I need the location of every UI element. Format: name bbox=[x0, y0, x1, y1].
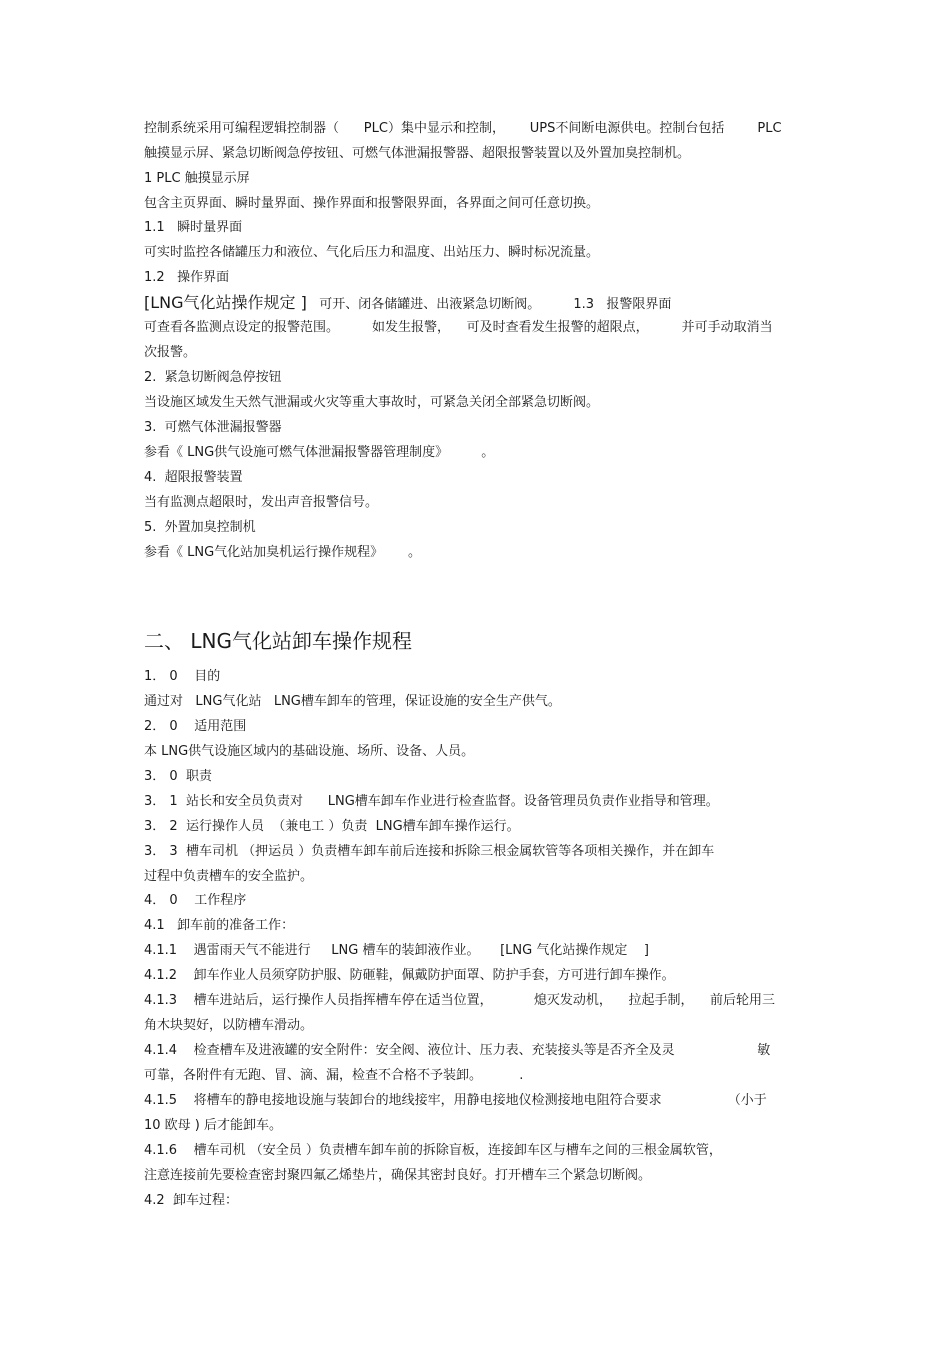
duty-3-2: 3． 2 运行操作人员 （兼电工 ）负责 LNG槽车卸车操作运行。 bbox=[144, 819, 520, 834]
item3-title: 3. 可燃气体泄漏报警器 bbox=[144, 420, 282, 435]
item1-2-line bbox=[144, 294, 671, 314]
item1-2-reference: [LNG气化站操作规定 ] bbox=[144, 293, 307, 312]
prep-4-1-3-line2: 角木块契好，以防槽车滑动。 bbox=[144, 1018, 314, 1033]
item1-title: 1 PLC 触摸显示屏 bbox=[144, 171, 250, 186]
item1-2-text: 可开、闭各储罐进、出液紧急切断阀。 1.3 报警限界面 bbox=[306, 297, 672, 312]
prep-4-1-5-line2: 10 欧母 ) 后才能卸车。 bbox=[144, 1118, 283, 1133]
prep-4-1-4-line1: 4.1.4 检查槽车及进液罐的安全附件：安全阀、液位计、压力表、充装接头等是否齐全及灵 敏 bbox=[144, 1043, 771, 1058]
scope-text: 本 LNG供气设施区域内的基础设施、场所、设备、人员。 bbox=[144, 744, 475, 759]
item1-1-text: 可实时监控各储罐压力和液位、气化后压力和温度、出站压力、瞬时标况流量。 bbox=[144, 245, 600, 260]
unloading-process-title: 4.2 卸车过程： bbox=[144, 1193, 238, 1208]
duty-3-3-line2: 过程中负责槽车的安全监护。 bbox=[144, 869, 314, 884]
purpose-text: 通过对 LNG气化站 LNG槽车卸车的管理，保证设施的安全生产供气。 bbox=[144, 694, 561, 709]
item2-text: 当设施区域发生天然气泄漏或火灾等重大事故时，可紧急关闭全部紧急切断阀。 bbox=[144, 395, 600, 410]
prep-4-1-6-line2: 注意连接前先要检查密封聚四氟乙烯垫片，确保其密封良好。打开槽车三个紧急切断阀。 bbox=[144, 1168, 652, 1183]
item1-3-text-line1: 可查看各监测点设定的报警范围。 如发生报警， 可及时查看发生报警的超限点， 并可手动取消当 bbox=[144, 320, 773, 335]
item4-text: 当有监测点超限时，发出声音报警信号。 bbox=[144, 495, 379, 510]
procedure-title: 4． 0 工作程序 bbox=[144, 893, 247, 908]
section1-intro-line2: 触摸显示屏、紧急切断阀急停按钮、可燃气体泄漏报警器、超限报警装置以及外置加臭控制机。 bbox=[144, 146, 691, 161]
prep-4-1-5-line1: 4.1.5 将槽车的静电接地设施与装卸台的地线接牢，用静电接地仪检测接地电阻符合要求 （小于 bbox=[144, 1093, 767, 1108]
item1-3-text-line2: 次报警。 bbox=[144, 345, 197, 360]
item4-title: 4. 超限报警装置 bbox=[144, 470, 243, 485]
prep-4-1-2: 4.1.2 卸车作业人员须穿防护服、防砸鞋，佩戴防护面罩、防护手套，方可进行卸车操作。 bbox=[144, 968, 675, 983]
item5-text: 参看《 LNG气化站加臭机运行操作规程》 。 bbox=[144, 545, 421, 560]
item1-1-title: 1.1 瞬时量界面 bbox=[144, 220, 243, 235]
scope-title: 2． 0 适用范围 bbox=[144, 719, 247, 734]
duty-3-1: 3． 1 站长和安全员负责对 LNG槽车卸车作业进行检查监督。设备管理员负责作业指导和管理。 bbox=[144, 794, 719, 809]
purpose-title: 1． 0 目的 bbox=[144, 669, 221, 684]
prep-4-1-1: 4.1.1 遇雷雨天气不能进行 LNG 槽车的装卸液作业。 [LNG 气化站操作规定 ] bbox=[144, 943, 649, 958]
prep-title: 4.1 卸车前的准备工作： bbox=[144, 918, 295, 933]
item1-text: 包含主页界面、瞬时量界面、操作界面和报警限界面，各界面之间可任意切换。 bbox=[144, 196, 600, 211]
item3-text: 参看《 LNG供气设施可燃气体泄漏报警器管理制度》 。 bbox=[144, 445, 495, 460]
prep-4-1-4-line2: 可靠，各附件有无跑、冒、滴、漏，检查不合格不予装卸。 . bbox=[144, 1068, 524, 1083]
item5-title: 5. 外置加臭控制机 bbox=[144, 520, 256, 535]
item2-title: 2. 紧急切断阀急停按钮 bbox=[144, 370, 282, 385]
section2-heading: 二、 LNG气化站卸车操作规程 bbox=[144, 629, 412, 653]
item1-2-title: 1.2 操作界面 bbox=[144, 270, 230, 285]
section1-intro-line1: 控制系统采用可编程逻辑控制器（ PLC）集中显示和控制， UPS不间断电源供电。控制台包括 PLC bbox=[144, 121, 782, 136]
prep-4-1-6-line1: 4.1.6 槽车司机 （安全员 ）负责槽车卸车前的拆除盲板，连接卸车区与槽车之间的三根金属软管， bbox=[144, 1143, 722, 1158]
duty-3-3-line1: 3． 3 槽车司机 （押运员 ）负责槽车卸车前后连接和拆除三根金属软管等各项相关操作，并在卸车 bbox=[144, 844, 715, 859]
duty-title: 3． 0 职责 bbox=[144, 769, 212, 784]
prep-4-1-3-line1: 4.1.3 槽车进站后，运行操作人员指挥槽车停在适当位置， 熄灭发动机， 拉起手制， 前后轮用三 bbox=[144, 993, 775, 1008]
